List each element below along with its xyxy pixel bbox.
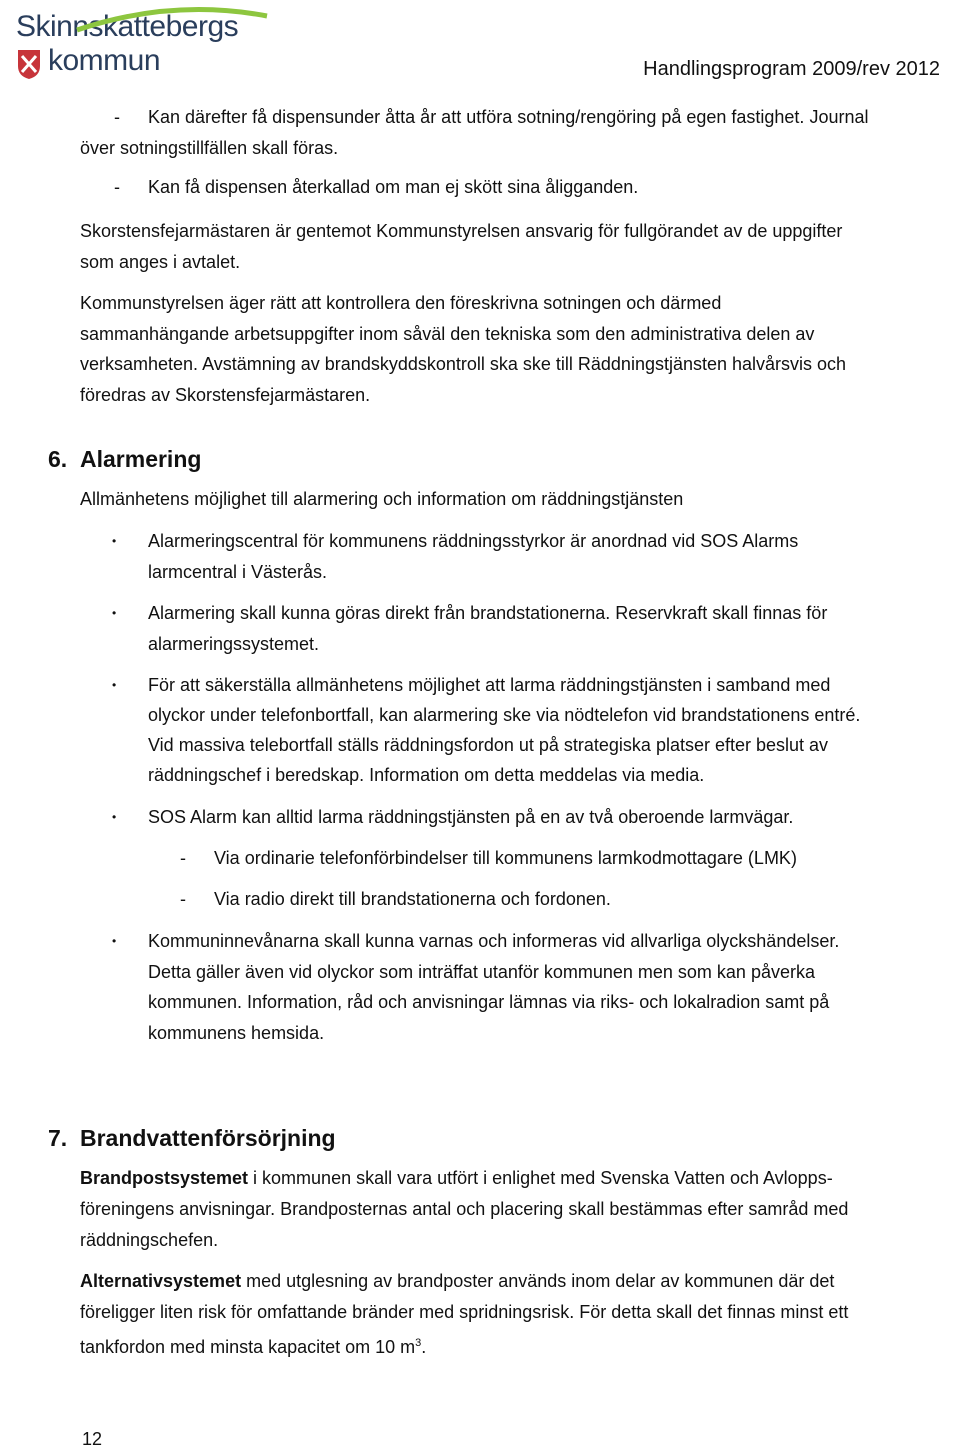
dash-marker: - bbox=[180, 889, 186, 909]
bullet-text: Alarmeringscentral för kommunens räddningsstyrkor är anordnad vid SOS Alarms bbox=[148, 531, 799, 551]
paragraph-line: verksamheten. Avstämning av brandskyddskontroll ska ske till Räddningstjänsten halvårsvis och bbox=[80, 354, 847, 374]
paragraph-line: Skorstensfejarmästaren är gentemot Kommunstyrelsen ansvarig för fullgörandet av de uppgifter bbox=[80, 221, 843, 241]
section-title: Brandvattenförsörjning bbox=[80, 1125, 336, 1151]
paragraph-line: Kommunstyrelsen äger rätt att kontrollera den föreskrivna sotningen och därmed bbox=[80, 293, 722, 313]
bullet-text: Kommuninnevånarna skall kunna varnas och informeras vid allvarliga olyckshändelser. bbox=[148, 931, 840, 951]
dash-marker: - bbox=[180, 848, 186, 868]
dash-marker: - bbox=[114, 107, 120, 127]
bullet-marker: • bbox=[112, 934, 117, 948]
coat-of-arms-icon bbox=[16, 48, 42, 80]
paragraph-text: . bbox=[421, 1337, 427, 1357]
section-title: Alarmering bbox=[80, 446, 202, 472]
bullet-marker: • bbox=[112, 678, 117, 692]
logo-swoosh-icon bbox=[72, 4, 272, 34]
sub-item-text: Via radio direkt till brandstationerna och fordonen. bbox=[214, 889, 611, 909]
bullet-text: För att säkerställa allmänhetens möjlighet att larma räddningstjänsten i samband med bbox=[148, 675, 831, 695]
logo-subtitle: kommun bbox=[48, 44, 161, 77]
logo-name: Skinnskattebergs bbox=[16, 10, 239, 43]
bullet-text: kommunen. Information, råd och anvisningar lämnas via riks- och lokalradion samt på bbox=[148, 992, 830, 1012]
dash-item-text: över sotningstillfällen skall föras. bbox=[80, 138, 339, 158]
document-title: Handlingsprogram 2009/rev 2012 bbox=[643, 58, 940, 80]
bullet-text: olyckor under telefonbortfall, kan alarmering ske via nödtelefon vid brandstationens entré. bbox=[148, 705, 861, 725]
bullet-text: Detta gäller även vid olyckor som inträffat utanför kommunen men som kan påverka bbox=[148, 962, 815, 982]
dash-marker: - bbox=[114, 177, 120, 197]
paragraph-text: i kommunen skall vara utfört i enlighet med Svenska Vatten och Avlopps- bbox=[248, 1168, 833, 1188]
bullet-text: räddningschef i beredskap. Information om detta meddelas via media. bbox=[148, 765, 705, 785]
sub-item-text: Via ordinarie telefonförbindelser till kommunens larmkodmottagare (LMK) bbox=[214, 848, 797, 868]
bullet-text: alarmeringssystemet. bbox=[148, 634, 320, 654]
bullet-marker: • bbox=[112, 534, 117, 548]
dash-item-text: Kan få dispensen återkallad om man ej skött sina åligganden. bbox=[148, 177, 639, 197]
dash-item-text: Kan därefter få dispensunder åtta år att utföra sotning/rengöring på egen fastighet. Journal bbox=[148, 107, 869, 127]
section-lead: Allmänhetens möjlighet till alarmering och information om räddningstjänsten bbox=[80, 489, 684, 509]
term-bold: Alternativsystemet bbox=[80, 1271, 242, 1291]
page-number: 12 bbox=[82, 1429, 103, 1449]
bullet-text: Alarmering skall kunna göras direkt från brandstationerna. Reservkraft skall finnas för bbox=[148, 603, 828, 623]
bullet-marker: • bbox=[112, 810, 117, 824]
paragraph-line: föreningens anvisningar. Brandposternas antal och placering skall bestämmas efter samråd med bbox=[80, 1199, 849, 1219]
paragraph-line: föredras av Skorstensfejarmästaren. bbox=[80, 385, 371, 405]
bullet-text: larmcentral i Västerås. bbox=[148, 562, 328, 582]
bullet-text: Vid massiva telebortfall ställs räddningsfordon ut på strategiska platser efter beslut av bbox=[148, 735, 829, 755]
paragraph-line: föreligger liten risk för omfattande bränder med spridningsrisk. För detta skall det finnas minst ett bbox=[80, 1302, 849, 1322]
superscript: 3 bbox=[415, 1337, 422, 1349]
paragraph-line bbox=[80, 1328, 426, 1363]
term-bold: Brandpostsystemet bbox=[80, 1168, 249, 1188]
paragraph-line: som anges i avtalet. bbox=[80, 252, 241, 272]
logo bbox=[12, 4, 272, 84]
paragraph-text: med utglesning av brandposter används inom delar av kommunen där det bbox=[241, 1271, 835, 1291]
bullet-marker: • bbox=[112, 606, 117, 620]
paragraph-line: sammanhängande arbetsuppgifter inom såväl den tekniska som den administrativa delen av bbox=[80, 324, 815, 344]
section-number: 7. bbox=[48, 1125, 68, 1151]
paragraph-line bbox=[80, 1163, 833, 1194]
bullet-text: kommunens hemsida. bbox=[148, 1023, 325, 1043]
paragraph-line bbox=[80, 1266, 834, 1297]
paragraph-text: tankfordon med minsta kapacitet om 10 m bbox=[80, 1337, 416, 1357]
paragraph-line: räddningschefen. bbox=[80, 1230, 219, 1250]
bullet-text: SOS Alarm kan alltid larma räddningstjänsten på en av två oberoende larmvägar. bbox=[148, 807, 794, 827]
section-number: 6. bbox=[48, 446, 68, 472]
